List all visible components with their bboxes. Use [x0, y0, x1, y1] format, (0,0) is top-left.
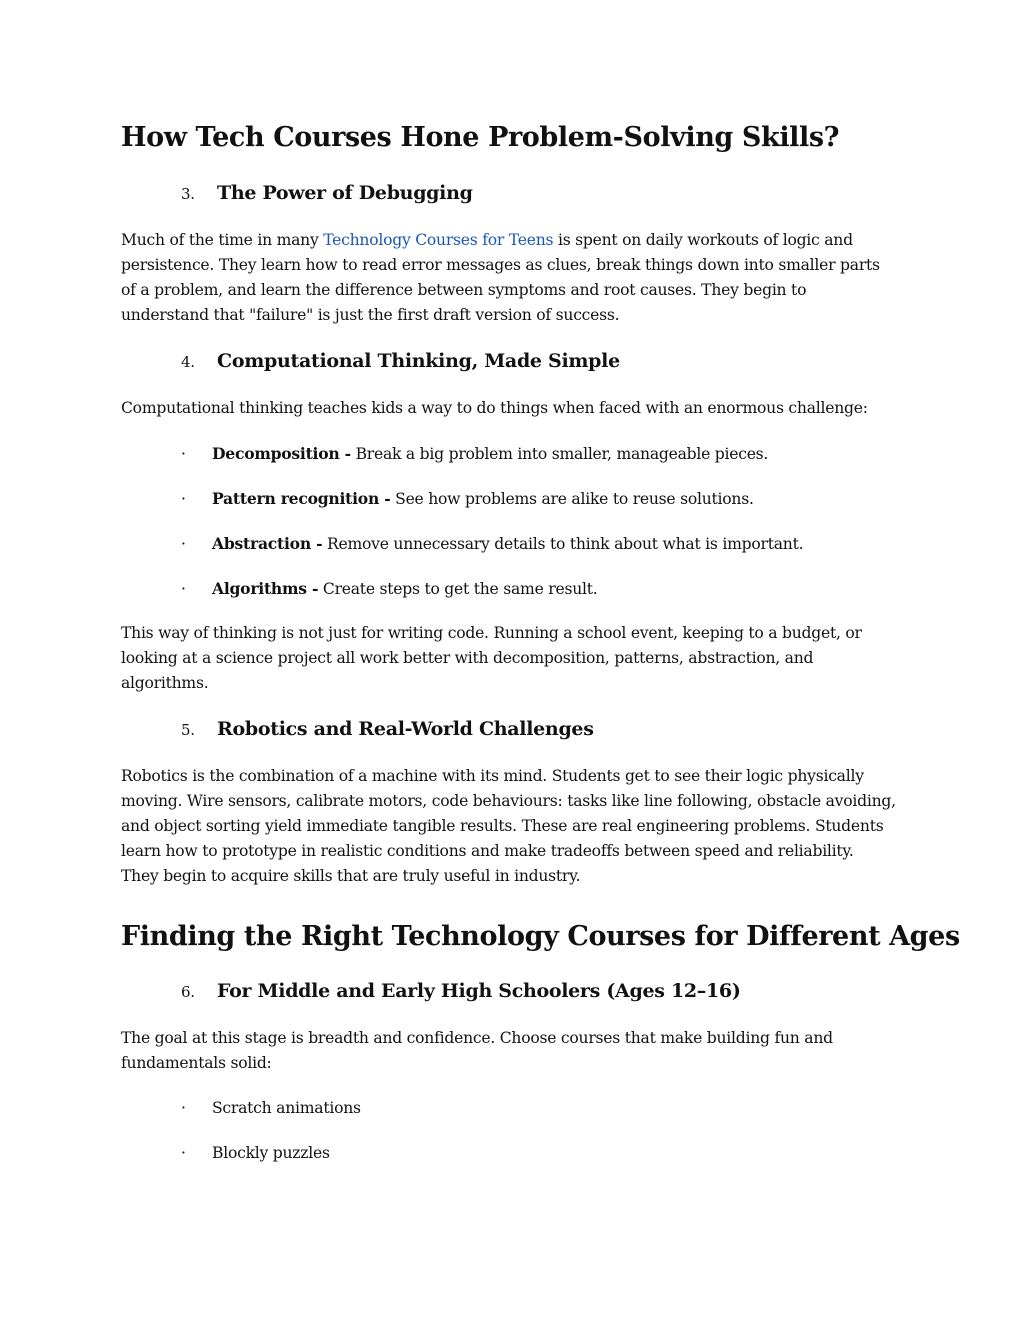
paragraph-line: learn how to prototype in realistic conditions and make tradeoffs between speed and reliability. — [121, 842, 854, 860]
term: Algorithms - — [212, 579, 319, 598]
paragraph-line — [121, 228, 853, 253]
paragraph-line: This way of thinking is not just for writing code. Running a school event, keeping to a budget, or — [121, 624, 862, 642]
text: Create steps to get the same result. — [318, 580, 598, 598]
section-number: 3. — [181, 185, 195, 203]
section-title: Robotics and Real-World Challenges — [217, 718, 594, 740]
section-heading — [181, 348, 620, 375]
paragraph-line: The goal at this stage is breadth and confidence. Choose courses that make building fun and — [121, 1029, 833, 1047]
text: Remove unnecessary details to think about what is important. — [322, 535, 804, 553]
list-item — [181, 576, 597, 602]
list-item — [181, 531, 803, 557]
paragraph-line: and object sorting yield immediate tangible results. These are real engineering problems. Students — [121, 817, 884, 835]
section-heading — [181, 978, 741, 1005]
page-heading: Finding the Right Technology Courses for Different Ages — [121, 921, 960, 952]
section-number: 5. — [181, 721, 195, 739]
section-heading — [181, 716, 594, 743]
section-heading — [181, 180, 473, 207]
section-number: 6. — [181, 983, 195, 1001]
bullet-icon: · — [181, 490, 186, 508]
section-title: The Power of Debugging — [217, 182, 473, 204]
bullet-icon: · — [181, 445, 186, 463]
paragraph-line: Robotics is the combination of a machine with its mind. Students get to see their logic physically — [121, 767, 864, 785]
text: Break a big problem into smaller, manageable pieces. — [350, 445, 769, 463]
paragraph-line: of a problem, and learn the difference between symptoms and root causes. They begin to — [121, 281, 807, 299]
paragraph-line: They begin to acquire skills that are truly useful in industry. — [121, 867, 581, 885]
text: Much of the time in many — [121, 231, 324, 249]
list-item — [181, 1141, 330, 1166]
text: is spent on daily workouts of logic and — [553, 231, 853, 249]
section-number: 4. — [181, 353, 195, 371]
paragraph-line: Computational thinking teaches kids a way to do things when faced with an enormous challenge: — [121, 399, 868, 417]
bullet-icon: · — [181, 1099, 186, 1117]
text: Blockly puzzles — [212, 1144, 330, 1162]
list-item — [181, 441, 768, 467]
technology-courses-link[interactable]: Technology Courses for Teens — [323, 231, 554, 249]
page-heading: How Tech Courses Hone Problem-Solving Skills? — [121, 122, 840, 153]
bullet-icon: · — [181, 1144, 186, 1162]
term: Pattern recognition - — [212, 489, 391, 508]
text: Scratch animations — [212, 1099, 361, 1117]
paragraph-line: fundamentals solid: — [121, 1054, 272, 1072]
paragraph-line: understand that "failure" is just the first draft version of success. — [121, 306, 620, 324]
paragraph-line: looking at a science project all work better with decomposition, patterns, abstraction, and — [121, 649, 814, 667]
paragraph-line: moving. Wire sensors, calibrate motors, code behaviours: tasks like line following, obstacle avoiding, — [121, 792, 896, 810]
term: Abstraction - — [212, 534, 323, 553]
paragraph-line: persistence. They learn how to read error messages as clues, break things down into smaller parts — [121, 256, 880, 274]
term: Decomposition - — [212, 444, 351, 463]
section-title: For Middle and Early High Schoolers (Ages 12–16) — [217, 980, 741, 1002]
list-item — [181, 486, 754, 512]
text: See how problems are alike to reuse solutions. — [390, 490, 754, 508]
paragraph-line: algorithms. — [121, 674, 209, 692]
bullet-icon: · — [181, 580, 186, 598]
bullet-icon: · — [181, 535, 186, 553]
list-item — [181, 1096, 361, 1121]
section-title: Computational Thinking, Made Simple — [217, 350, 620, 372]
